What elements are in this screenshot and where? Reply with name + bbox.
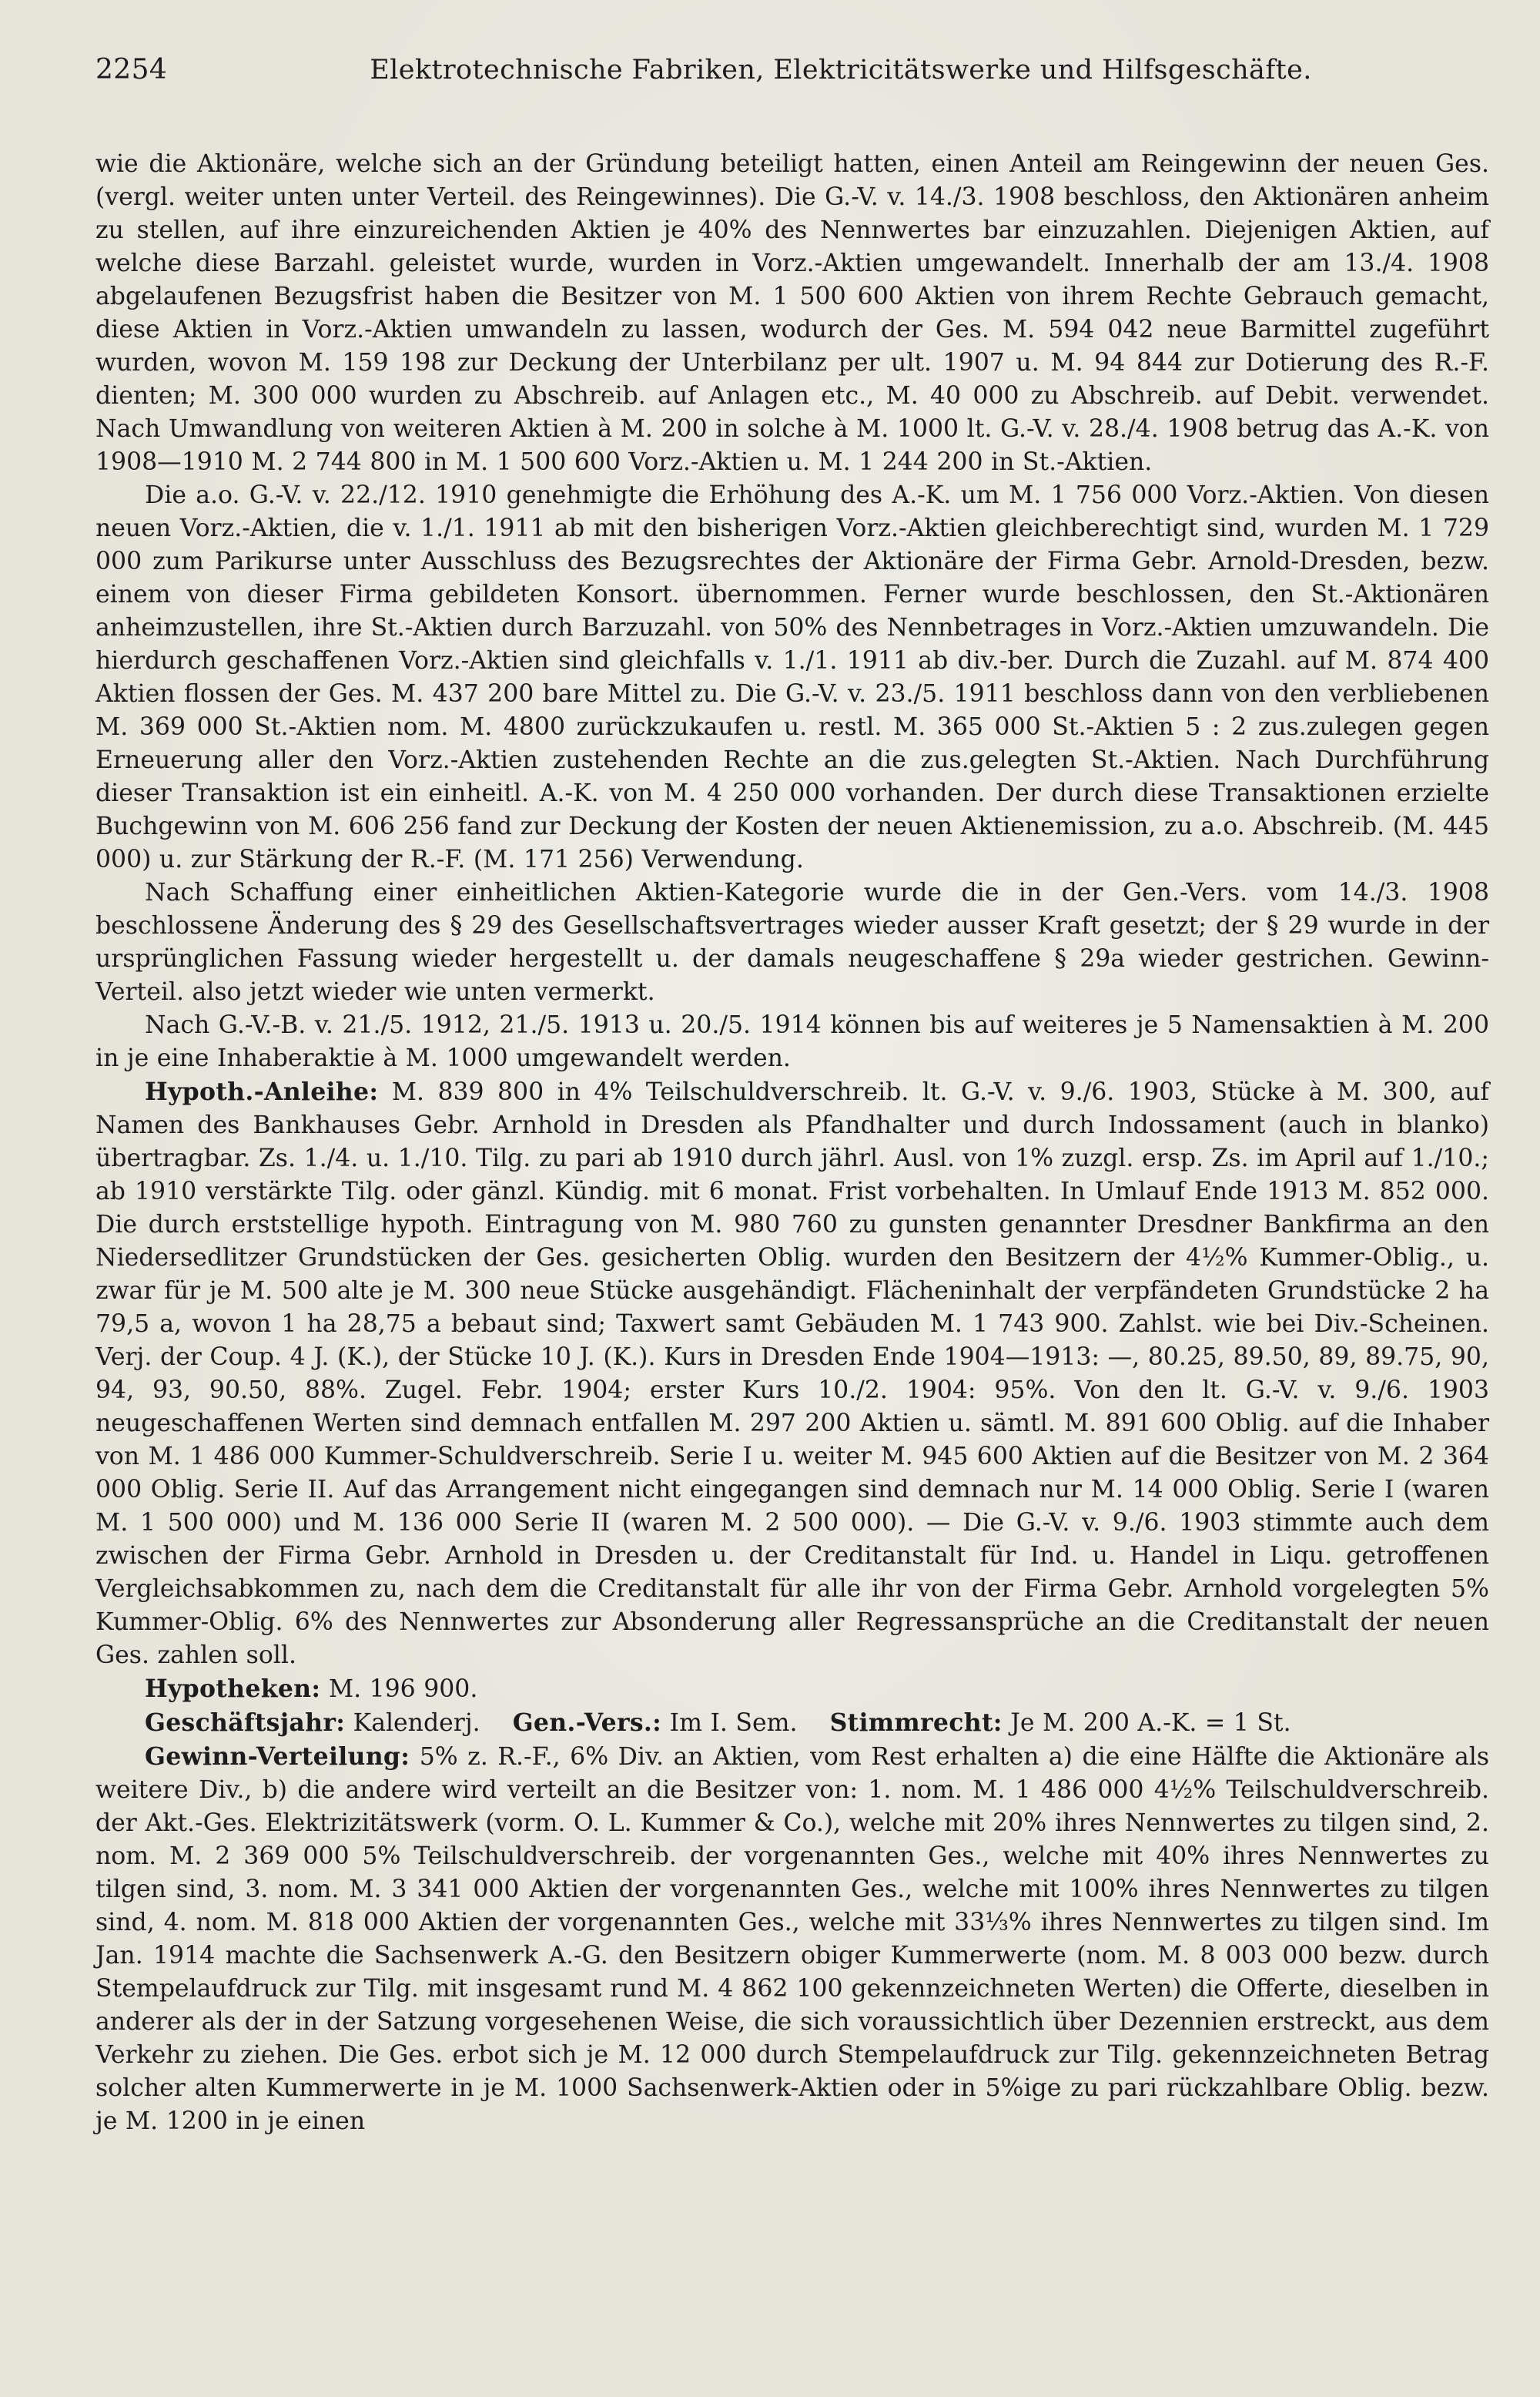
paragraph-text: M. 839 800 in 4% Teilschuldverschreib. lt. G.-V. v. 9./6. 1903, Stücke à M. 300, auf Namen des Bankhauses Gebr. Arnhold in Dresden als Pfandhalter und durch Indossament (auch in blanko) übertragbar. Zs. 1./4. u. 1./10. Tilg. zu pari ab 1910 durch jährl. Ausl. von 1% zuzgl. ersp. Zs. im April auf 1./10.; ab 1910 verstärkte Tilg. oder gänzl. Kündig. mit 6 monat. Frist vorbehalten. In Umlauf Ende 1913 M. 852 000. Die durch erststellige hypoth. Eintragung von M. 980 760 zu gunsten genannter Dresdner Bankfirma an den Niedersedlitzer Grundstücken der Ges. gesicherten Oblig. wurden den Besitzern der 4½% Kummer-Oblig., u. zwar für je M. 500 alte je M. 300 neue Stücke ausgehändigt. Flächeninhalt der verpfändeten Grundstücke 2 ha 79,5 a, wovon 1 ha 28,75 a bebaut sind; Taxwert samt Gebäuden M. 1 743 900. Zahlst. wie bei Div.-Scheinen. Verj. der Coup. 4 J. (K.), der Stücke 10 J. (K.). Kurs in Dresden Ende 1904—1913: —, 80.25, 89.50, 89, 89.75, 90, 94, 93, 90.50, 88%. Zugel. Febr. 1904; erster Kurs 10./2. 1904: 95%. Von den lt. G.-V. v. 9./6. 1903 neugeschaffenen Werten sind demnach entfallen M. 297 200 Aktien u. sämtl. M. 891 600 Oblig. auf die Inhaber von M. 1 486 000 Kummer-Schuldverschreib. Serie I u. weiter M. 945 600 Aktien auf die Besitzer von M. 2 364 000 Oblig. Serie II. Auf das Arrangement nicht eingegangen sind demnach nur M. 14 000 Oblig. Serie I (waren M. 1 500 000) und M. 136 000 Serie II (waren M. 2 500 000). — Die G.-V. v. 9./6. 1903 stimmte auch dem zwischen der Firma Gebr. Arnhold in Dresden u. der Creditanstalt für Ind. u. Handel in Liqu. getroffenen Vergleichsabkommen zu, nach dem die Creditanstalt für alle ihr von der Firma Gebr. Arnhold vorgelegten 5% Kummer-Oblig. 6% des Nennwertes zur Absonderung aller Regressansprüche an die Creditanstalt der neuen Ges. zahlen soll. bbox=[95, 1078, 1489, 1669]
paragraph-text: wie die Aktionäre, welche sich an der Gründung beteiligt hatten, einen Anteil am Reingewinn der neuen Ges. (vergl. weiter unten unter Verteil. des Reingewinnes). Die G.-V. v. 14./3. 1908 beschloss, den Aktionären anheim zu stellen, auf ihre einzureichenden Aktien je 40% des Nennwertes bar einzuzahlen. Diejenigen Aktien, auf welche diese Barzahl. geleistet wurde, wurden in Vorz.-Aktien umgewandelt. Innerhalb der am 13./4. 1908 abgelaufenen Bezugsfrist haben die Besitzer von M. 1 500 600 Aktien von ihrem Rechte Gebrauch gemacht, diese Aktien in Vorz.-Aktien umwandeln zu lassen, wodurch der Ges. M. 594 042 neue Barmittel zugeführt wurden, wovon M. 159 198 zur Deckung der Unterbilanz per ult. 1907 u. M. 94 844 zur Dotierung des R.-F. dienten; M. 300 000 wurden zu Abschreib. auf Anlagen etc., M. 40 000 zu Abschreib. auf Debit. verwendet. Nach Umwandlung von weiteren Aktien à M. 200 in solche à M. 1000 lt. G.-V. v. 28./4. 1908 betrug das A.-K. von 1908—1910 M. 2 744 800 in M. 1 500 600 Vorz.-Aktien u. M. 1 244 200 in St.-Aktien. bbox=[95, 150, 1489, 476]
section-label: Gen.-Vers.: bbox=[512, 1708, 662, 1737]
paragraph-text: Je M. 200 A.-K. = 1 St. bbox=[1010, 1709, 1291, 1737]
page-header bbox=[95, 54, 1509, 100]
paragraph-profit-distribution bbox=[95, 1740, 1489, 2138]
document-body bbox=[95, 148, 1489, 2138]
section-label: Geschäftsjahr: bbox=[145, 1708, 346, 1737]
section-label: Hypotheken: bbox=[145, 1675, 321, 1703]
paragraph-text: 5% z. R.-F., 6% Div. an Aktien, vom Rest erhalten a) die eine Hälfte die Aktionäre als weitere Div., b) die andere wird verteilt an die Besitzer von: 1. nom. M. 1 486 000 4½% Teilschuldverschreib. der Akt.-Ges. Elektrizitätswerk (vorm. O. L. Kummer & Co.), welche mit 20% ihres Nennwertes zu tilgen sind, 2. nom. M. 2 369 000 5% Teilschuldverschreib. der vorgenannten Ges., welche mit 40% ihres Nennwertes zu tilgen sind, 3. nom. M. 3 341 000 Aktien der vorgenannten Ges., welche mit 100% ihres Nennwertes zu tilgen sind, 4. nom. M. 818 000 Aktien der vorgenannten Ges., welche mit 33⅓% ihres Nennwertes zu tilgen sind. Im Jan. 1914 machte die Sachsenwerk A.-G. den Besitzern obiger Kummerwerte (nom. M. 8 003 000 bezw. durch Stempelaufdruck zur Tilg. mit insgesamt rund M. 4 862 100 gekennzeichneten Werten) die Offerte, dieselben in anderer als der in der Satzung vorgesehenen Weise, die sich voraussichtlich über Dezennien erstreckt, aus dem Verkehr zu ziehen. Die Ges. erbot sich je M. 12 000 durch Stempelaufdruck zur Tilg. gekennzeichneten Betrag solcher alten Kummerwerte in je M. 1000 Sachsenwerk-Aktien oder in 5%ige zu pari rückzahlbare Oblig. bezw. je M. 1200 in je einen bbox=[95, 1743, 1489, 2135]
paragraph-text: Im I. Sem. bbox=[669, 1709, 798, 1737]
paragraph-share-category bbox=[95, 877, 1489, 1009]
section-label: Gewinn-Verteilung: bbox=[145, 1742, 410, 1771]
paragraph-text: M. 196 900. bbox=[328, 1675, 478, 1703]
section-label: Stimmrecht: bbox=[829, 1708, 1003, 1737]
section-label: Hypoth.-Anleihe: bbox=[145, 1078, 379, 1106]
paragraph-continuation bbox=[95, 148, 1489, 479]
paragraph-capital-increase bbox=[95, 479, 1489, 877]
paragraph-text: Nach G.-V.-B. v. 21./5. 1912, 21./5. 1913 u. 20./5. 1914 können bis auf weiteres je 5 Namensaktien à M. 200 in je eine Inhaberaktie à M. 1000 umgewandelt werden. bbox=[95, 1011, 1489, 1072]
paragraph-share-conversion bbox=[95, 1009, 1489, 1075]
paragraph-text: Nach Schaffung einer einheitlichen Aktien-Kategorie wurde die in der Gen.-Vers. vom 14./3. 1908 beschlossene Änderung des § 29 des Gesellschaftsvertrages wieder ausser Kraft gesetzt; der § 29 wurde in der ursprünglichen Fassung wieder hergestellt u. der damals neugeschaffene § 29a wieder gestrichen. Gewinn-Verteil. also jetzt wieder wie unten vermerkt. bbox=[95, 879, 1489, 1006]
page-number: 2254 bbox=[95, 54, 168, 85]
paragraph-mortgages bbox=[95, 1672, 1489, 1706]
running-title: Elektrotechnische Fabriken, Elektricitätswerke und Hilfsgeschäfte. bbox=[370, 55, 1312, 85]
paragraph-text: Die a.o. G.-V. v. 22./12. 1910 genehmigte die Erhöhung des A.-K. um M. 1 756 000 Vorz.-Aktien. Von diesen neuen Vorz.-Aktien, die v. 1./1. 1911 ab mit den bisherigen Vorz.-Aktien gleichberechtigt sind, wurden M. 1 729 000 zum Parikurse unter Ausschluss des Bezugsrechtes der Aktionäre der Firma Gebr. Arnold-Dresden, bezw. einem von dieser Firma gebildeten Konsort. übernommen. Ferner wurde beschlossen, den St.-Aktionären anheimzustellen, ihre St.-Aktien durch Barzuzahl. von 50% des Nennbetrages in Vorz.-Aktien umzuwandeln. Die hierdurch geschaffenen Vorz.-Aktien sind gleichfalls v. 1./1. 1911 ab div.-ber. Durch die Zuzahl. auf M. 874 400 Aktien flossen der Ges. M. 437 200 bare Mittel zu. Die G.-V. v. 23./5. 1911 beschloss dann von den verbliebenen M. 369 000 St.-Aktien nom. M. 4800 zurückzukaufen u. restl. M. 365 000 St.-Aktien 5 : 2 zus.zulegen gegen Erneuerung aller den Vorz.-Aktien zustehenden Rechte an die zus.gelegten St.-Aktien. Nach Durchführung dieser Transaktion ist ein einheitl. A.-K. von M. 4 250 000 vorhanden. Der durch diese Transaktionen erzielte Buchgewinn von M. 606 256 fand zur Deckung der Kosten der neuen Aktienemission, zu a.o. Abschreib. (M. 445 000) u. zur Stärkung der R.-F. (M. 171 256) Verwendung. bbox=[95, 481, 1489, 873]
paragraph-text: Kalenderj. bbox=[353, 1709, 480, 1737]
paragraph-business-year bbox=[95, 1706, 1489, 1740]
paragraph-mortgage-loan bbox=[95, 1075, 1489, 1672]
